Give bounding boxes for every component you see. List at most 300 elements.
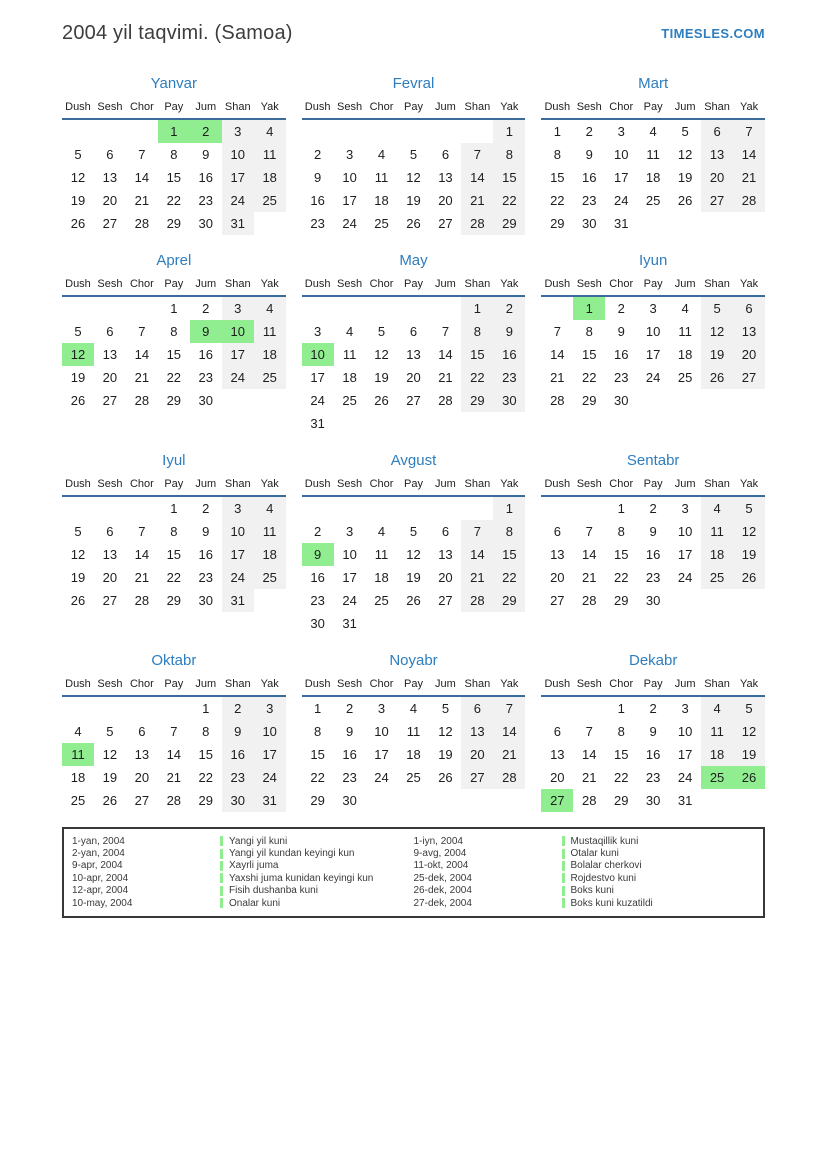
legend-holiday-name: Otalar kuni (562, 848, 619, 859)
weekday-label: Yak (493, 276, 525, 297)
day-cell: 20 (461, 743, 493, 766)
month-calendar-oktabr (62, 652, 286, 812)
weekday-label: Sesh (94, 99, 126, 120)
day-cell: 20 (438, 570, 453, 585)
day-cell: 1 (617, 501, 625, 516)
day-cell: 22 (493, 566, 525, 589)
day-cell: 29 (166, 593, 182, 608)
weekday-label: Pay (637, 99, 669, 120)
weekday-label: Shan (701, 99, 733, 120)
day-cell: 21 (582, 770, 597, 785)
day-cell: 27 (438, 216, 453, 231)
day-cell: 22 (461, 366, 493, 389)
weekday-label: Yak (493, 99, 525, 120)
weekday-label: Shan (222, 99, 254, 120)
day-cell: 22 (582, 370, 597, 385)
legend-date: 25-dek, 2004 (413, 872, 472, 884)
empty-cell (429, 120, 461, 143)
weekday-label: Yak (733, 99, 765, 120)
day-cell: 29 (550, 216, 565, 231)
day-cell: 20 (134, 770, 150, 785)
month-grid (302, 676, 526, 812)
day-cell: 6 (106, 524, 114, 539)
holiday-marker-bar (562, 886, 565, 896)
weekday-label: Yak (254, 476, 286, 497)
legend-row (72, 847, 414, 859)
day-cell: 28 (134, 593, 150, 608)
day-cell: 17 (310, 370, 325, 385)
day-cell: 2 (493, 297, 525, 320)
legend-date: 27-dek, 2004 (413, 897, 472, 909)
day-cell: 23 (198, 570, 213, 585)
weekday-label: Jum (429, 99, 461, 120)
day-cell: 6 (106, 147, 114, 162)
day-cell: 11 (374, 547, 389, 562)
day-cell: 8 (170, 147, 178, 162)
day-cell: 7 (138, 524, 146, 539)
weekday-label: Sesh (573, 476, 605, 497)
weekday-label: Jum (190, 476, 222, 497)
day-cell: 16 (645, 747, 661, 762)
day-cell: 9 (617, 324, 625, 339)
day-cell: 12 (438, 724, 453, 739)
weekday-label: Jum (669, 676, 701, 697)
day-cell: 18 (374, 570, 389, 585)
day-cell: 25 (645, 193, 661, 208)
empty-cell (126, 297, 158, 320)
day-cell: 24 (645, 370, 661, 385)
month-title: Sentabr (626, 452, 680, 469)
day-cell: 2 (649, 501, 657, 516)
empty-cell (701, 389, 733, 412)
day-cell: 15 (310, 747, 325, 762)
empty-cell (126, 697, 158, 720)
month-title: Avgust (390, 452, 437, 469)
empty-cell (126, 497, 158, 520)
empty-cell (461, 412, 493, 435)
day-cell: 4 (254, 120, 286, 143)
weekday-label: Shan (461, 676, 493, 697)
weekday-label: Pay (158, 99, 190, 120)
day-cell: 24 (342, 216, 357, 231)
day-cell: 24 (254, 766, 286, 789)
day-cell: 30 (198, 216, 213, 231)
empty-cell (334, 120, 366, 143)
empty-cell (366, 412, 398, 435)
day-cell: 20 (438, 193, 453, 208)
day-cell: 30 (342, 793, 357, 808)
legend-date: 2-yan, 2004 (72, 848, 125, 860)
weekday-label: Yak (733, 676, 765, 697)
weekday-label: Dush (541, 276, 573, 297)
day-cell: 19 (677, 170, 693, 185)
day-cell: 25 (406, 770, 421, 785)
month-grid (541, 99, 765, 235)
day-cell: 9 (202, 524, 210, 539)
weekday-label: Yak (254, 276, 286, 297)
weekday-label: Pay (158, 676, 190, 697)
month-title: Aprel (156, 252, 192, 269)
day-cell: 9 (649, 524, 657, 539)
legend-date: 10-apr, 2004 (72, 872, 129, 884)
day-cell: 7 (733, 120, 765, 143)
holiday-marker-bar (562, 836, 565, 846)
day-cell: 23 (310, 216, 325, 231)
empty-cell (158, 697, 190, 720)
weekday-label: Chor (605, 476, 637, 497)
brand-link[interactable]: TIMESLES.COM (661, 26, 765, 41)
day-cell: 19 (70, 370, 86, 385)
day-cell: 19 (70, 570, 86, 585)
day-cell: 26 (374, 393, 389, 408)
legend-date: 1-yan, 2004 (72, 835, 125, 847)
day-cell: 28 (438, 393, 453, 408)
day-cell: 21 (166, 770, 182, 785)
weekday-label: Shan (461, 99, 493, 120)
day-cell: 4 (701, 497, 733, 520)
day-cell: 1 (202, 701, 210, 716)
legend-row (414, 860, 756, 872)
empty-cell (62, 497, 94, 520)
legend-holiday-name: Boks kuni kuzatildi (562, 898, 653, 909)
day-cell: 27 (134, 793, 150, 808)
empty-cell (62, 297, 94, 320)
day-cell: 22 (166, 370, 182, 385)
day-cell: 1 (617, 701, 625, 716)
day-cell: 8 (314, 724, 322, 739)
weekday-label: Shan (461, 276, 493, 297)
empty-cell (461, 789, 493, 812)
weekday-label: Shan (701, 476, 733, 497)
day-cell: 5 (733, 697, 765, 720)
day-cell: 27 (102, 593, 118, 608)
weekday-label: Sesh (573, 276, 605, 297)
day-cell: 23 (222, 766, 254, 789)
day-cell: 25 (254, 189, 286, 212)
day-cell: 24 (222, 566, 254, 589)
day-cell: 24 (374, 770, 389, 785)
day-cell: 2 (617, 301, 625, 316)
weekday-label: Sesh (94, 276, 126, 297)
empty-cell (254, 589, 286, 612)
day-cell: 24 (677, 770, 693, 785)
month-grid (541, 276, 765, 412)
day-cell: 19 (70, 193, 86, 208)
day-cell: 14 (733, 143, 765, 166)
day-cell: 18 (342, 370, 357, 385)
day-cell: 22 (493, 189, 525, 212)
day-cell: 5 (681, 124, 689, 139)
day-cell: 5 (733, 497, 765, 520)
day-cell: 1 (314, 701, 322, 716)
day-cell: 3 (345, 524, 354, 539)
day-cell: 17 (222, 543, 254, 566)
day-cell: 23 (582, 193, 597, 208)
day-cell: 21 (461, 566, 493, 589)
day-cell: 8 (617, 724, 625, 739)
day-cell: 7 (441, 324, 450, 339)
day-cell: 7 (461, 143, 493, 166)
day-cell: 5 (106, 724, 114, 739)
month-calendar-dekabr (541, 652, 765, 812)
day-cell: 21 (134, 193, 150, 208)
day-cell: 27 (701, 189, 733, 212)
day-cell: 18 (254, 543, 286, 566)
day-cell: 5 (409, 147, 418, 162)
day-cell: 21 (461, 189, 493, 212)
day-cell: 7 (170, 724, 178, 739)
day-cell: 1 (493, 497, 525, 520)
day-cell: 16 (493, 343, 525, 366)
day-cell: 3 (314, 324, 322, 339)
month-calendar-mart (541, 75, 765, 235)
day-cell: 11 (701, 720, 733, 743)
empty-cell (573, 697, 605, 720)
day-cell: 3 (222, 497, 254, 520)
day-cell: 9 (314, 170, 322, 185)
day-cell: 5 (377, 324, 386, 339)
empty-cell (62, 120, 94, 143)
weekday-label: Pay (398, 476, 430, 497)
day-cell: 4 (681, 301, 689, 316)
day-cell: 27 (102, 393, 118, 408)
day-cell: 2 (190, 120, 222, 143)
day-cell: 7 (138, 324, 146, 339)
day-cell: 17 (613, 170, 629, 185)
day-cell: 2 (314, 147, 322, 162)
day-cell: 17 (342, 570, 357, 585)
day-cell: 7 (461, 520, 493, 543)
month-grid (62, 676, 286, 812)
weekday-label: Pay (158, 476, 190, 497)
month-grid (302, 276, 526, 435)
day-cell: 31 (222, 589, 254, 612)
day-cell: 20 (102, 193, 118, 208)
day-cell: 14 (582, 747, 597, 762)
day-cell: 14 (134, 547, 150, 562)
day-cell: 9 (493, 320, 525, 343)
day-cell: 14 (582, 547, 597, 562)
month-title: Mart (638, 75, 669, 92)
weekday-label: Dush (62, 276, 94, 297)
day-cell: 27 (406, 393, 421, 408)
day-cell: 29 (198, 793, 213, 808)
empty-cell (669, 212, 701, 235)
day-cell: 15 (613, 747, 629, 762)
day-cell: 10 (613, 147, 629, 162)
legend-column (414, 835, 756, 909)
day-cell: 6 (441, 147, 450, 162)
weekday-label: Chor (605, 676, 637, 697)
day-cell: 5 (441, 701, 450, 716)
day-cell: 7 (553, 324, 561, 339)
day-cell: 13 (134, 747, 150, 762)
day-cell: 8 (585, 324, 593, 339)
weekday-label: Sesh (94, 476, 126, 497)
empty-cell (733, 212, 765, 235)
day-cell: 15 (166, 170, 182, 185)
day-cell: 16 (645, 547, 661, 562)
legend-row (414, 897, 756, 909)
day-cell: 28 (582, 793, 597, 808)
day-cell: 22 (166, 193, 182, 208)
weekday-label: Yak (493, 476, 525, 497)
holiday-marker-bar (220, 898, 223, 908)
day-cell: 31 (342, 616, 357, 631)
legend-column (72, 835, 414, 909)
day-cell: 4 (649, 124, 657, 139)
empty-cell (62, 697, 94, 720)
weekday-label: Pay (158, 276, 190, 297)
empty-cell (493, 612, 525, 635)
day-cell: 6 (409, 324, 418, 339)
day-cell: 23 (342, 770, 357, 785)
weekday-label: Chor (126, 99, 158, 120)
day-cell: 25 (677, 370, 693, 385)
day-cell: 30 (222, 789, 254, 812)
day-cell: 2 (202, 501, 210, 516)
day-cell: 1 (170, 501, 178, 516)
day-cell: 16 (342, 747, 357, 762)
month-calendar-noyabr (302, 652, 526, 812)
day-cell: 15 (550, 170, 565, 185)
day-cell: 4 (377, 147, 386, 162)
month-grid (302, 476, 526, 635)
month-calendar-may (302, 252, 526, 435)
day-cell: 23 (493, 366, 525, 389)
month-title: Fevral (392, 75, 435, 92)
day-cell: 2 (585, 124, 593, 139)
weekday-label: Yak (254, 99, 286, 120)
empty-cell (637, 212, 669, 235)
day-cell: 15 (493, 166, 525, 189)
empty-cell (366, 497, 398, 520)
holiday-marker-bar (220, 836, 223, 846)
day-cell: 7 (493, 697, 525, 720)
empty-cell (733, 389, 765, 412)
day-cell: 30 (645, 593, 661, 608)
weekday-label: Dush (541, 99, 573, 120)
empty-cell (366, 297, 398, 320)
day-cell: 10 (222, 520, 254, 543)
holiday-marker-bar (562, 861, 565, 871)
day-cell: 19 (406, 570, 421, 585)
month-calendar-fevral (302, 75, 526, 235)
holiday-marker-bar (562, 849, 565, 859)
empty-cell (669, 389, 701, 412)
weekday-label: Pay (398, 276, 430, 297)
weekday-label: Chor (366, 476, 398, 497)
legend-row (414, 847, 756, 859)
day-cell: 28 (550, 393, 565, 408)
day-cell: 9 (345, 724, 354, 739)
day-cell: 9 (222, 720, 254, 743)
month-grid (62, 276, 286, 412)
day-cell: 23 (198, 370, 213, 385)
day-cell: 11 (646, 147, 660, 162)
empty-cell (637, 389, 669, 412)
day-cell: 3 (377, 701, 386, 716)
day-cell: 10 (222, 320, 254, 343)
day-cell: 26 (70, 593, 86, 608)
day-cell: 25 (254, 366, 286, 389)
weekday-label: Sesh (573, 99, 605, 120)
day-cell: 30 (613, 393, 629, 408)
day-cell: 5 (701, 297, 733, 320)
day-cell: 22 (550, 193, 565, 208)
day-cell: 29 (461, 389, 493, 412)
day-cell: 26 (102, 793, 118, 808)
weekday-label: Sesh (573, 676, 605, 697)
day-cell: 16 (310, 570, 325, 585)
day-cell: 12 (733, 720, 765, 743)
day-cell: 19 (374, 370, 389, 385)
month-title: Iyun (638, 252, 668, 269)
day-cell: 13 (406, 347, 421, 362)
day-cell: 5 (74, 324, 82, 339)
weekday-label: Chor (605, 99, 637, 120)
legend-date: 26-dek, 2004 (413, 885, 472, 897)
day-cell: 24 (222, 189, 254, 212)
empty-cell (669, 589, 701, 612)
day-cell: 21 (134, 370, 150, 385)
legend-holiday-name: Yangi yil kuni (220, 836, 287, 847)
day-cell: 14 (438, 347, 453, 362)
day-cell: 20 (550, 770, 565, 785)
day-cell: 27 (550, 593, 565, 608)
day-cell: 3 (345, 147, 354, 162)
weekday-label: Dush (541, 476, 573, 497)
day-cell: 10 (645, 324, 661, 339)
day-cell: 8 (553, 147, 561, 162)
day-cell: 18 (254, 343, 286, 366)
day-cell: 15 (582, 347, 597, 362)
weekday-label: Pay (637, 676, 669, 697)
day-cell: 14 (550, 347, 565, 362)
day-cell: 29 (166, 393, 182, 408)
day-cell: 16 (198, 170, 213, 185)
day-cell: 20 (701, 166, 733, 189)
day-cell: 2 (345, 701, 354, 716)
day-cell: 22 (613, 770, 629, 785)
month-grid (541, 676, 765, 812)
weekday-label: Sesh (334, 276, 366, 297)
legend-holiday-name: Rojdestvo kuni (562, 873, 637, 884)
day-cell: 26 (701, 366, 733, 389)
day-cell: 18 (374, 193, 389, 208)
day-cell: 10 (254, 720, 286, 743)
weekday-label: Chor (126, 476, 158, 497)
day-cell: 28 (134, 216, 150, 231)
day-cell: 29 (613, 593, 629, 608)
day-cell: 29 (310, 793, 325, 808)
empty-cell (302, 120, 334, 143)
weekday-label: Yak (254, 676, 286, 697)
weekday-label: Shan (701, 276, 733, 297)
legend-date: 11-okt, 2004 (413, 860, 469, 872)
legend-holiday-name: Mustaqillik kuni (562, 836, 639, 847)
day-cell: 23 (198, 193, 213, 208)
day-cell: 31 (310, 416, 325, 431)
day-cell: 27 (733, 366, 765, 389)
empty-cell (429, 612, 461, 635)
day-cell: 24 (310, 393, 325, 408)
day-cell: 6 (733, 297, 765, 320)
day-cell: 30 (198, 393, 213, 408)
month-title: Iyul (162, 452, 186, 469)
day-cell: 21 (134, 570, 150, 585)
empty-cell (701, 789, 733, 812)
